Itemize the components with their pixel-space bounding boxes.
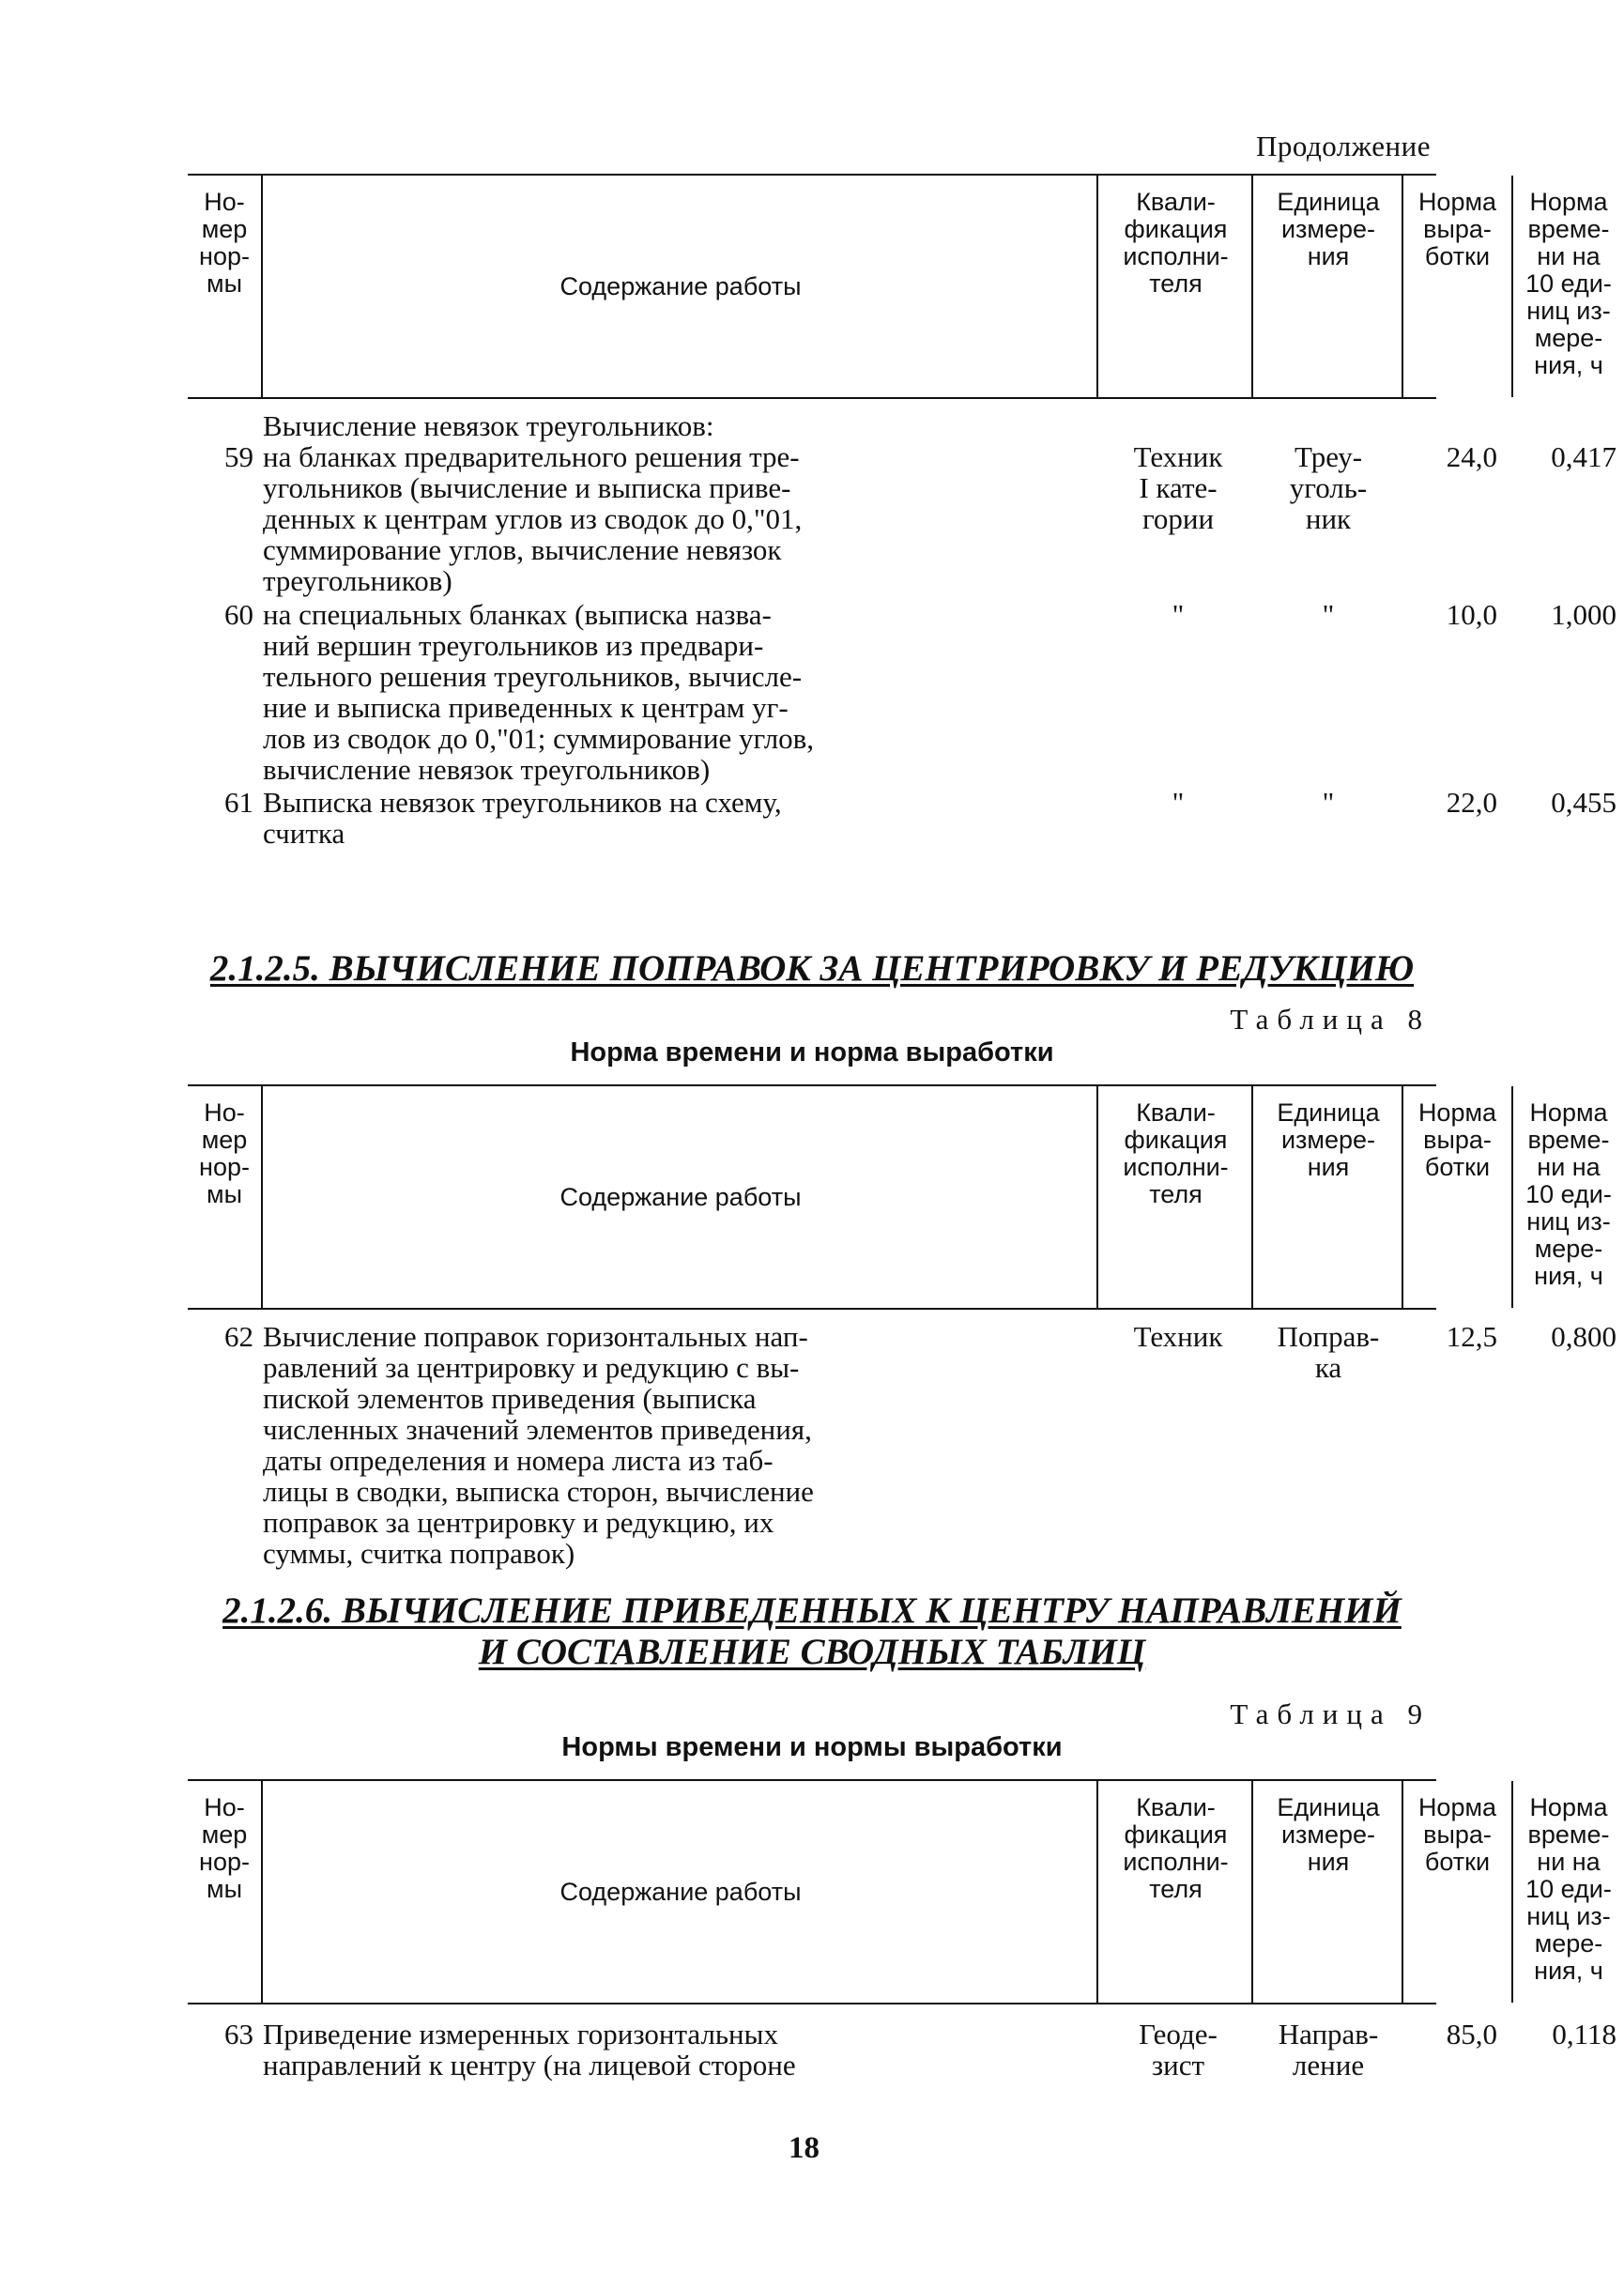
row-output-norm: 12,5 <box>1446 1320 1497 1353</box>
row-number: 60 <box>224 598 253 631</box>
row-content: Вычисление поправок горизонтальных нап- равлений за центрировку и редукцию с вы- пиской элементов приведения (выписка численных значений элементов приведения, даты определения и номера листа из таб- лицы в сводки, выписка сторон, вычисление поправок за центрировку и редукцию, их суммы, считка поправок) <box>263 1320 814 1570</box>
row-qualification: " <box>1172 786 1185 819</box>
header-output-norm: Норма выра- ботки <box>1417 1793 1497 1876</box>
row-unit: Направ- ление <box>1278 2018 1379 2081</box>
row-qualification: Геоде- зист <box>1139 2018 1218 2081</box>
row-unit: " <box>1322 598 1335 631</box>
header-unit: Единица измере- ния <box>1277 188 1380 270</box>
header-number: Но- мер нор- мы <box>199 1793 250 1903</box>
table-9-label: Таблица 9 <box>1230 1697 1431 1730</box>
table-8-caption: Норма времени и норма выработки <box>570 1037 1054 1067</box>
row-content: на бланках предварительного решения тре- угольников (вычисление и выписка приве- денных к центрам углов из сводок до 0,"01, суммирование углов, вычисление невязок треугольников) <box>263 440 803 597</box>
table-8-label: Таблица 8 <box>1230 1003 1431 1036</box>
row-unit: Поправ- ка <box>1277 1320 1380 1384</box>
header-output-norm: Норма выра- ботки <box>1417 1098 1497 1181</box>
header-qualification: Квали- фикация исполни- теля <box>1123 188 1229 298</box>
row-unit: Треу- уголь- ник <box>1289 440 1368 535</box>
row-intro-text: Вычисление невязок треугольников: <box>263 409 714 442</box>
table-8-header <box>188 1084 1612 1310</box>
row-number: 59 <box>224 440 253 473</box>
row-content: Выписка невязок треугольников на схему, считка <box>263 786 782 850</box>
row-time-norm: 0,118 <box>1552 2018 1616 2050</box>
header-qualification: Квали- фикация исполни- теля <box>1123 1098 1229 1208</box>
row-time-norm: 0,417 <box>1551 440 1616 473</box>
header-content: Содержание работы <box>559 1877 802 1906</box>
section-title-2-1-2-5: 2.1.2.5. ВЫЧИСЛЕНИЕ ПОПРАВОК ЗА ЦЕНТРИРОВКУ И РЕДУКЦИЮ <box>209 948 1415 989</box>
header-qualification: Квали- фикация исполни- теля <box>1123 1793 1229 1903</box>
row-qualification: " <box>1172 598 1185 631</box>
row-unit: " <box>1322 786 1335 819</box>
row-output-norm: 22,0 <box>1446 786 1497 819</box>
row-content: Приведение измеренных горизонтальных направлений к центру (на лицевой стороне <box>263 2018 796 2081</box>
header-content: Содержание работы <box>559 271 802 300</box>
row-output-norm: 85,0 <box>1446 2018 1497 2050</box>
row-time-norm: 0,455 <box>1551 786 1616 819</box>
header-time-norm: Норма време- ни на 10 еди- ниц из- мере- ния, ч <box>1525 188 1612 379</box>
row-time-norm: 1,000 <box>1551 598 1616 631</box>
table-9-header <box>188 1779 1612 2004</box>
row-qualification: Техник <box>1133 1320 1223 1353</box>
header-number: Но- мер нор- мы <box>199 1098 250 1208</box>
row-output-norm: 24,0 <box>1446 440 1497 473</box>
row-output-norm: 10,0 <box>1446 598 1497 631</box>
header-time-norm: Норма време- ни на 10 еди- ниц из- мере- ния, ч <box>1525 1793 1612 1985</box>
row-number: 62 <box>224 1320 253 1353</box>
row-qualification: Техник I кате- гории <box>1133 440 1223 535</box>
row-number: 61 <box>224 786 253 819</box>
row-number: 63 <box>224 2018 253 2050</box>
row-content: на специальных бланках (выписка назва- ний вершин треугольников из предвари- тельного решения треугольников, вычисле- ние и выписка приведенных к центрам уг- лов из сводок до 0,"01; суммирование углов, вычисление невязок треугольников) <box>263 598 815 786</box>
table-header-continued <box>188 174 1612 399</box>
section-title-2-1-2-6: 2.1.2.6. ВЫЧИСЛЕНИЕ ПРИВЕДЕННЫХ К ЦЕНТРУ НАПРАВЛЕНИЙ И СОСТАВЛЕНИЕ СВОДНЫХ ТАБЛИЦ <box>222 1590 1402 1672</box>
header-number: Но- мер нор- мы <box>199 188 250 298</box>
continuation-label: Продолжение <box>1255 130 1431 162</box>
header-time-norm: Норма време- ни на 10 еди- ниц из- мере- ния, ч <box>1525 1098 1612 1290</box>
page-number: 18 <box>789 2131 820 2165</box>
header-output-norm: Норма выра- ботки <box>1417 188 1497 270</box>
header-unit: Единица измере- ния <box>1277 1098 1380 1181</box>
table-9-caption: Нормы времени и нормы выработки <box>561 1732 1063 1762</box>
header-content: Содержание работы <box>559 1182 802 1211</box>
row-time-norm: 0,800 <box>1551 1320 1616 1353</box>
header-unit: Единица измере- ния <box>1277 1793 1380 1876</box>
